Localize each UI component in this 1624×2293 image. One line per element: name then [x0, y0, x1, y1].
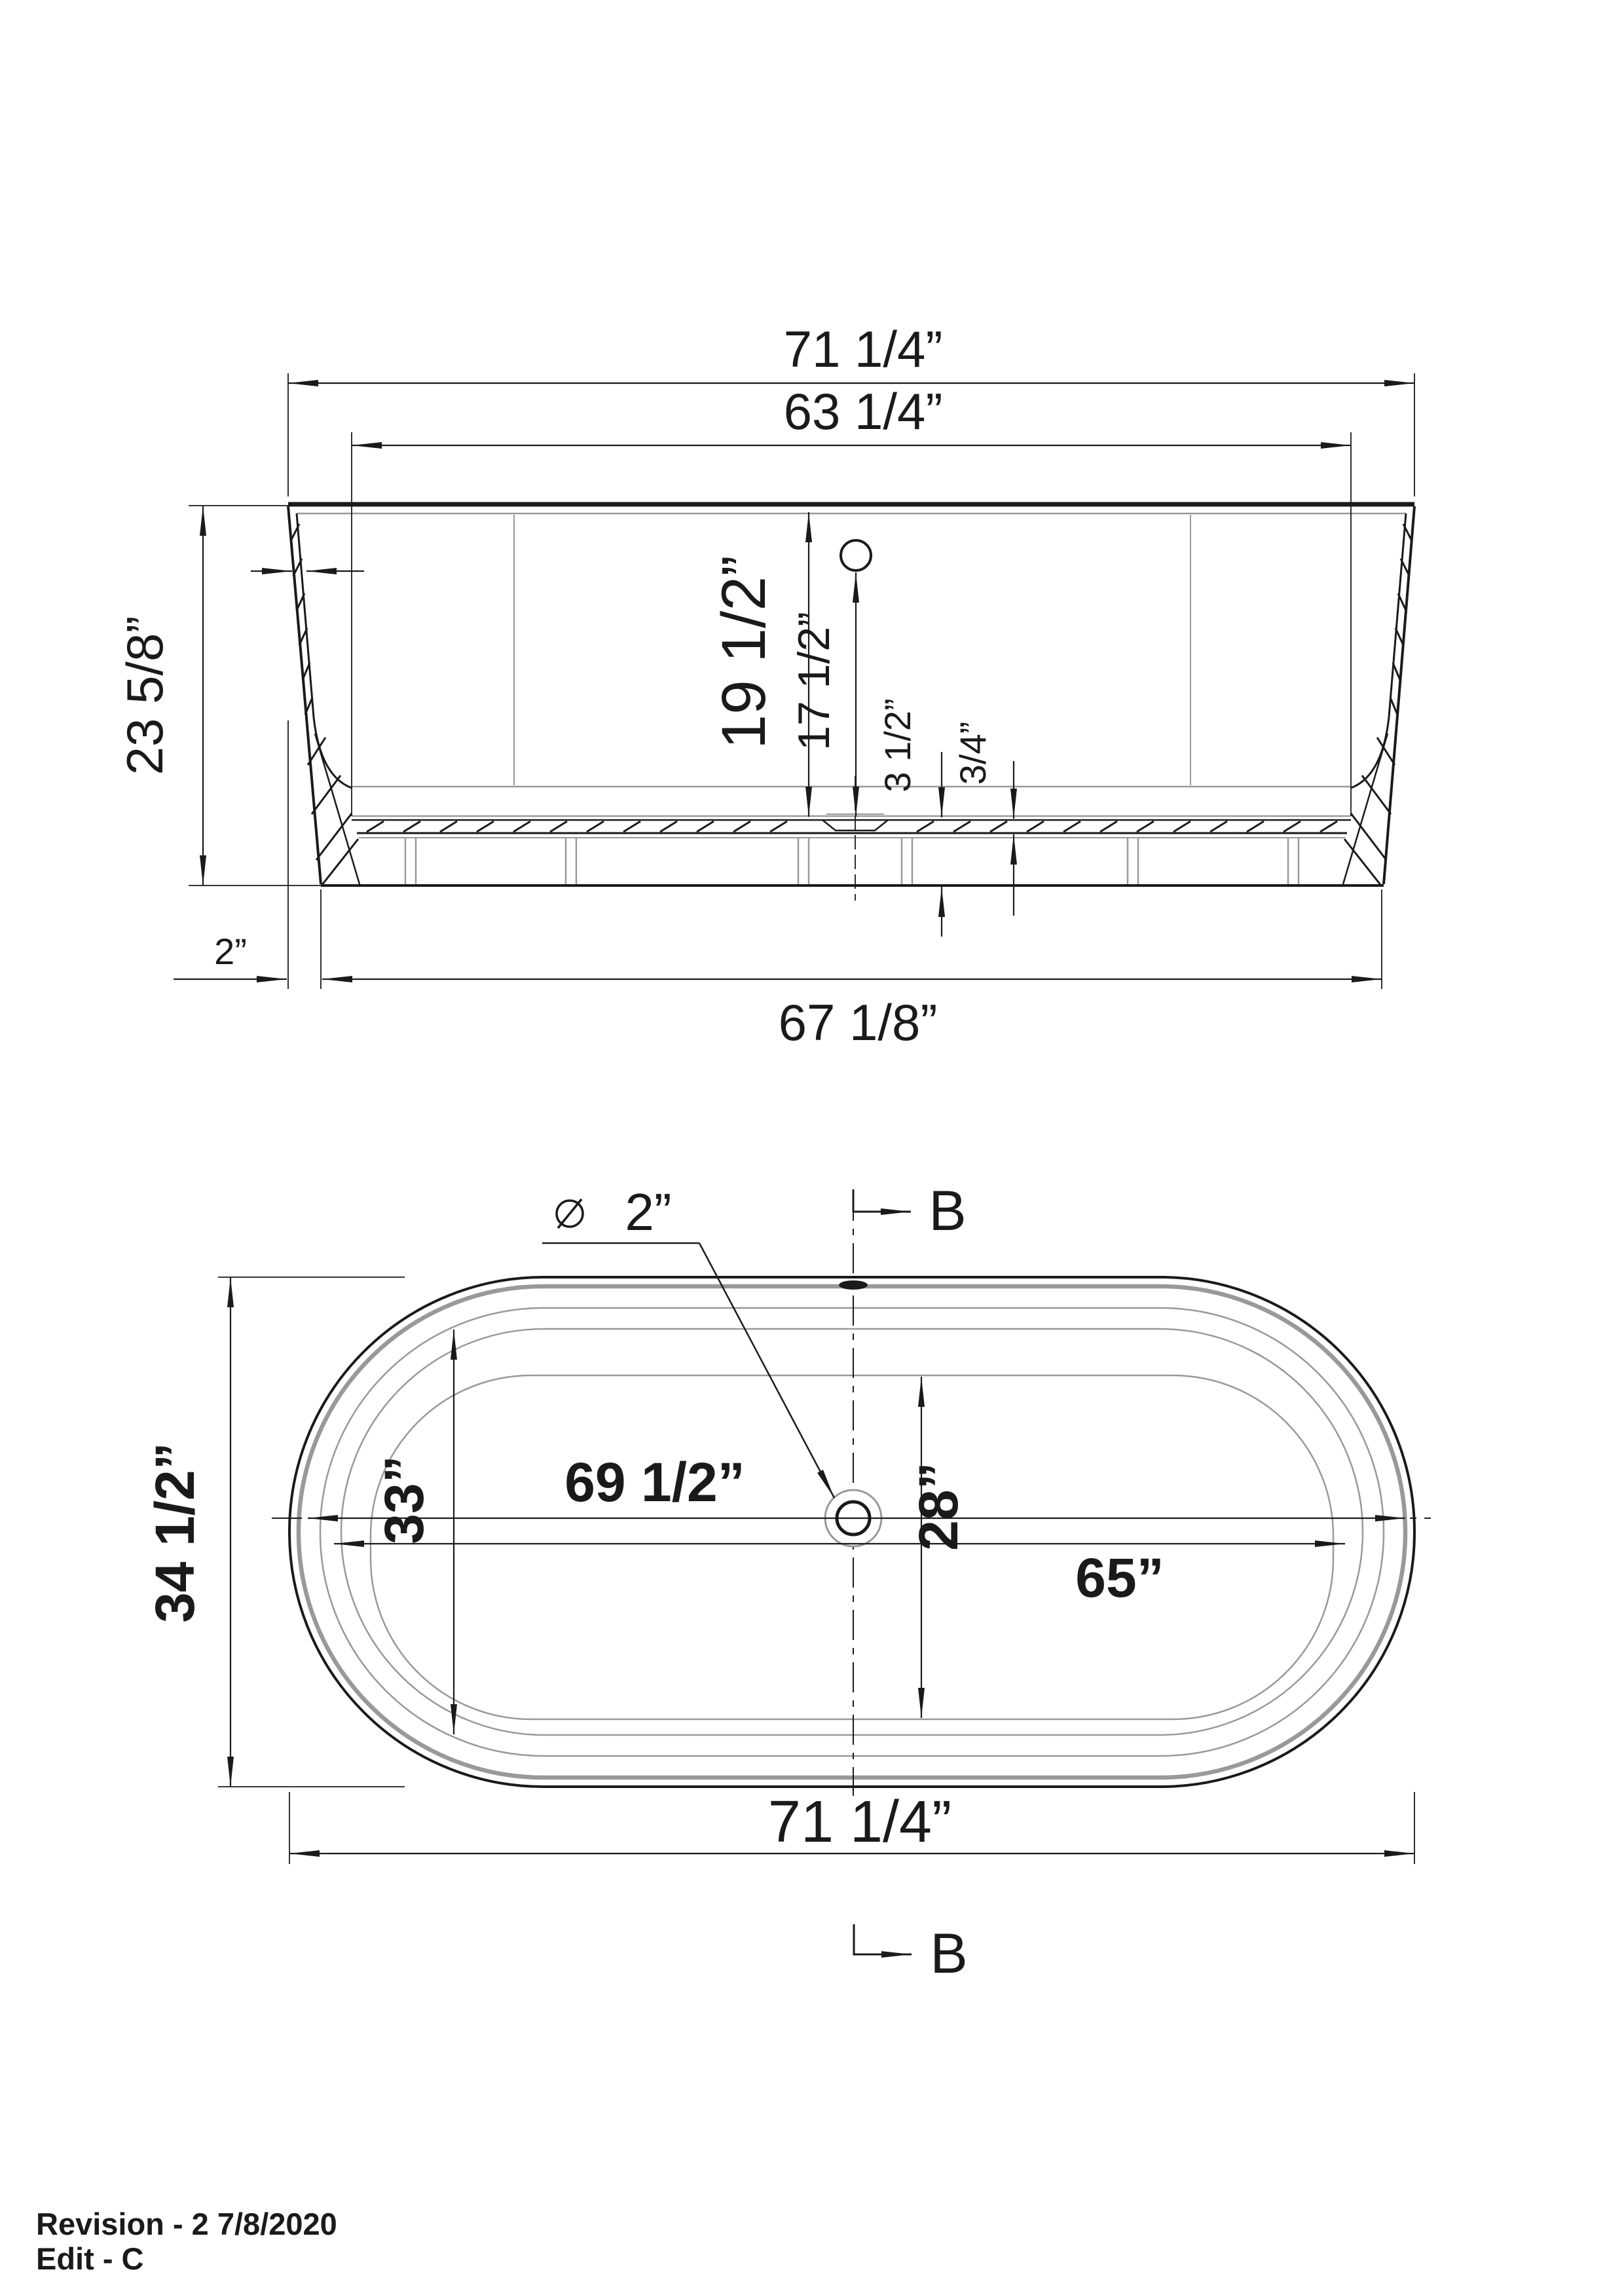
overflow-circle [841, 540, 871, 570]
drain-diameter-label: 2” [625, 1183, 672, 1241]
side-base-height-label: 3 1/2” [877, 698, 918, 792]
plan-floor-length-label: 65” [1075, 1547, 1164, 1609]
plan-floor-width-label: 28” [908, 1462, 969, 1551]
tub-side-profile [288, 504, 1414, 901]
footer [36, 2207, 337, 2276]
section-label-top: B [929, 1180, 967, 1242]
revision-note: Revision - 2 7/8/2020 [36, 2207, 337, 2241]
side-overall-length-label: 71 1/4” [783, 320, 943, 378]
side-floor-thickness-label: 3/4” [952, 721, 993, 785]
base-supports [405, 838, 1299, 884]
side-base-length-label: 67 1/8” [778, 994, 938, 1051]
section-marker-bottom [854, 1922, 968, 1985]
side-overall-height-label: 23 5/8” [116, 616, 174, 775]
plan-view [144, 1180, 1431, 1985]
drain-callout [542, 1183, 834, 1498]
section-marker-top [853, 1180, 967, 1242]
plan-rim-inner-length-label: 69 1/2” [564, 1451, 745, 1513]
plan-rim-inner-width-label: 33” [373, 1455, 435, 1544]
side-overflow-height-label: 17 1/2” [789, 612, 839, 751]
plan-overall-width-label: 34 1/2” [144, 1442, 206, 1623]
edit-note: Edit - C [36, 2241, 144, 2276]
section-label-bottom: B [930, 1922, 968, 1985]
plan-floor-edge [371, 1375, 1333, 1719]
wall-hatch-left [291, 524, 358, 886]
side-skirt-inset-label: 2” [214, 931, 247, 972]
side-depth-label: 19 1/2” [709, 555, 779, 749]
wall-hatch-right [1344, 524, 1412, 886]
side-rim-inner-length-label: 63 1/4” [783, 382, 943, 440]
side-section-view [116, 320, 1414, 1051]
plan-overall-length-label: 71 1/4” [767, 1789, 952, 1855]
